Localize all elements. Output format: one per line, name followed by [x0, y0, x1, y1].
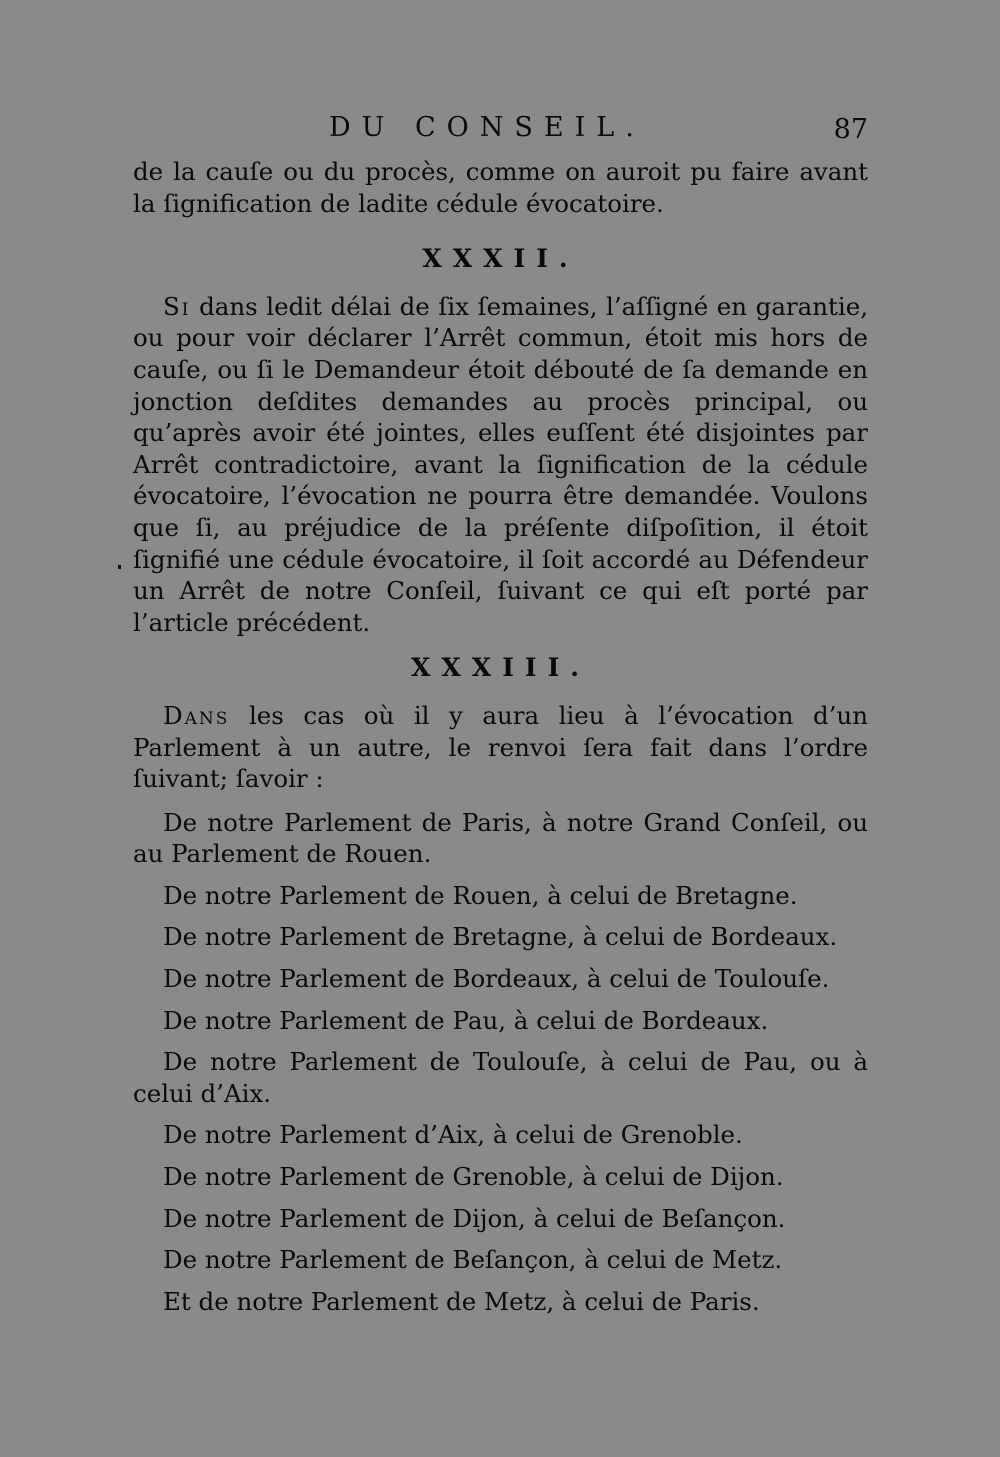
ink-speck	[118, 565, 121, 569]
page-header	[133, 112, 868, 152]
page-number: 87	[833, 114, 868, 145]
article-32-text: dans ledit délai de ſix ſemaines, l’aſſigné en garantie, ou pour voir déclarer l’Arrêt commun, étoit mis hors de cauſe, ou ſi le Demandeur étoit débouté de ſa demande en jonction deſdites demandes au procès principal, ou qu’après avoir été jointes, elles euſſent été disjointes par Arrêt contradictoire, avant la ſignification de la cédule évocatoire, l’évocation ne pourra être demandée. Voulons que ſi, au préjudice de la préſente diſpoſition, il étoit ſignifié une cédule évocatoire, il ſoit accordé au Défendeur un Arrêt de notre Conſeil, ſuivant ce qui eſt porté par l’article précédent.	[133, 291, 868, 637]
running-head: DU CONSEIL.	[329, 112, 645, 143]
page-body	[133, 156, 868, 1317]
list-item: De notre Parlement de Pau, à celui de Bordeaux.	[163, 1005, 769, 1035]
list-item: De notre Parlement de Grenoble, à celui de Dijon.	[163, 1162, 784, 1192]
list-item: De notre Parlement de Paris, à notre Grand Conſeil, ou au Parlement de Rouen.	[133, 807, 868, 869]
article-33-text: les cas où il y aura lieu à l’évocation d’un Parlement à un autre, le renvoi ſera fait dans l’ordre ſuivant; ſavoir :	[133, 700, 868, 794]
article-heading-32: XXXII.	[422, 244, 579, 274]
list-item: Et de notre Parlement de Metz, à celui de Paris.	[163, 1286, 760, 1316]
list-item: De notre Parlement de Bretagne, à celui de Bordeaux.	[163, 922, 838, 952]
referral-order-list	[133, 807, 868, 1318]
article-heading-33: XXXIII.	[411, 653, 590, 683]
article-33-paragraph	[133, 700, 868, 795]
list-item: De notre Parlement de Dijon, à celui de Beſançon.	[163, 1203, 786, 1233]
list-item: De notre Parlement de Toulouſe, à celui de Pau, ou à celui d’Aix.	[133, 1047, 868, 1108]
article-32-paragraph	[133, 291, 868, 639]
list-item: De notre Parlement de Beſançon, à celui de Metz.	[163, 1245, 783, 1275]
article-33-initial: Dans	[163, 700, 230, 730]
article-32-initial: Si	[163, 291, 191, 321]
list-item: De notre Parlement de Rouen, à celui de Bretagne.	[163, 880, 798, 910]
list-item: De notre Parlement d’Aix, à celui de Grenoble.	[163, 1120, 743, 1150]
list-item: De notre Parlement de Bordeaux, à celui de Toulouſe.	[163, 964, 830, 994]
continued-paragraph: de la cauſe ou du procès, comme on auroit pu faire avant la ſignification de ladite cédule évocatoire.	[133, 157, 868, 218]
